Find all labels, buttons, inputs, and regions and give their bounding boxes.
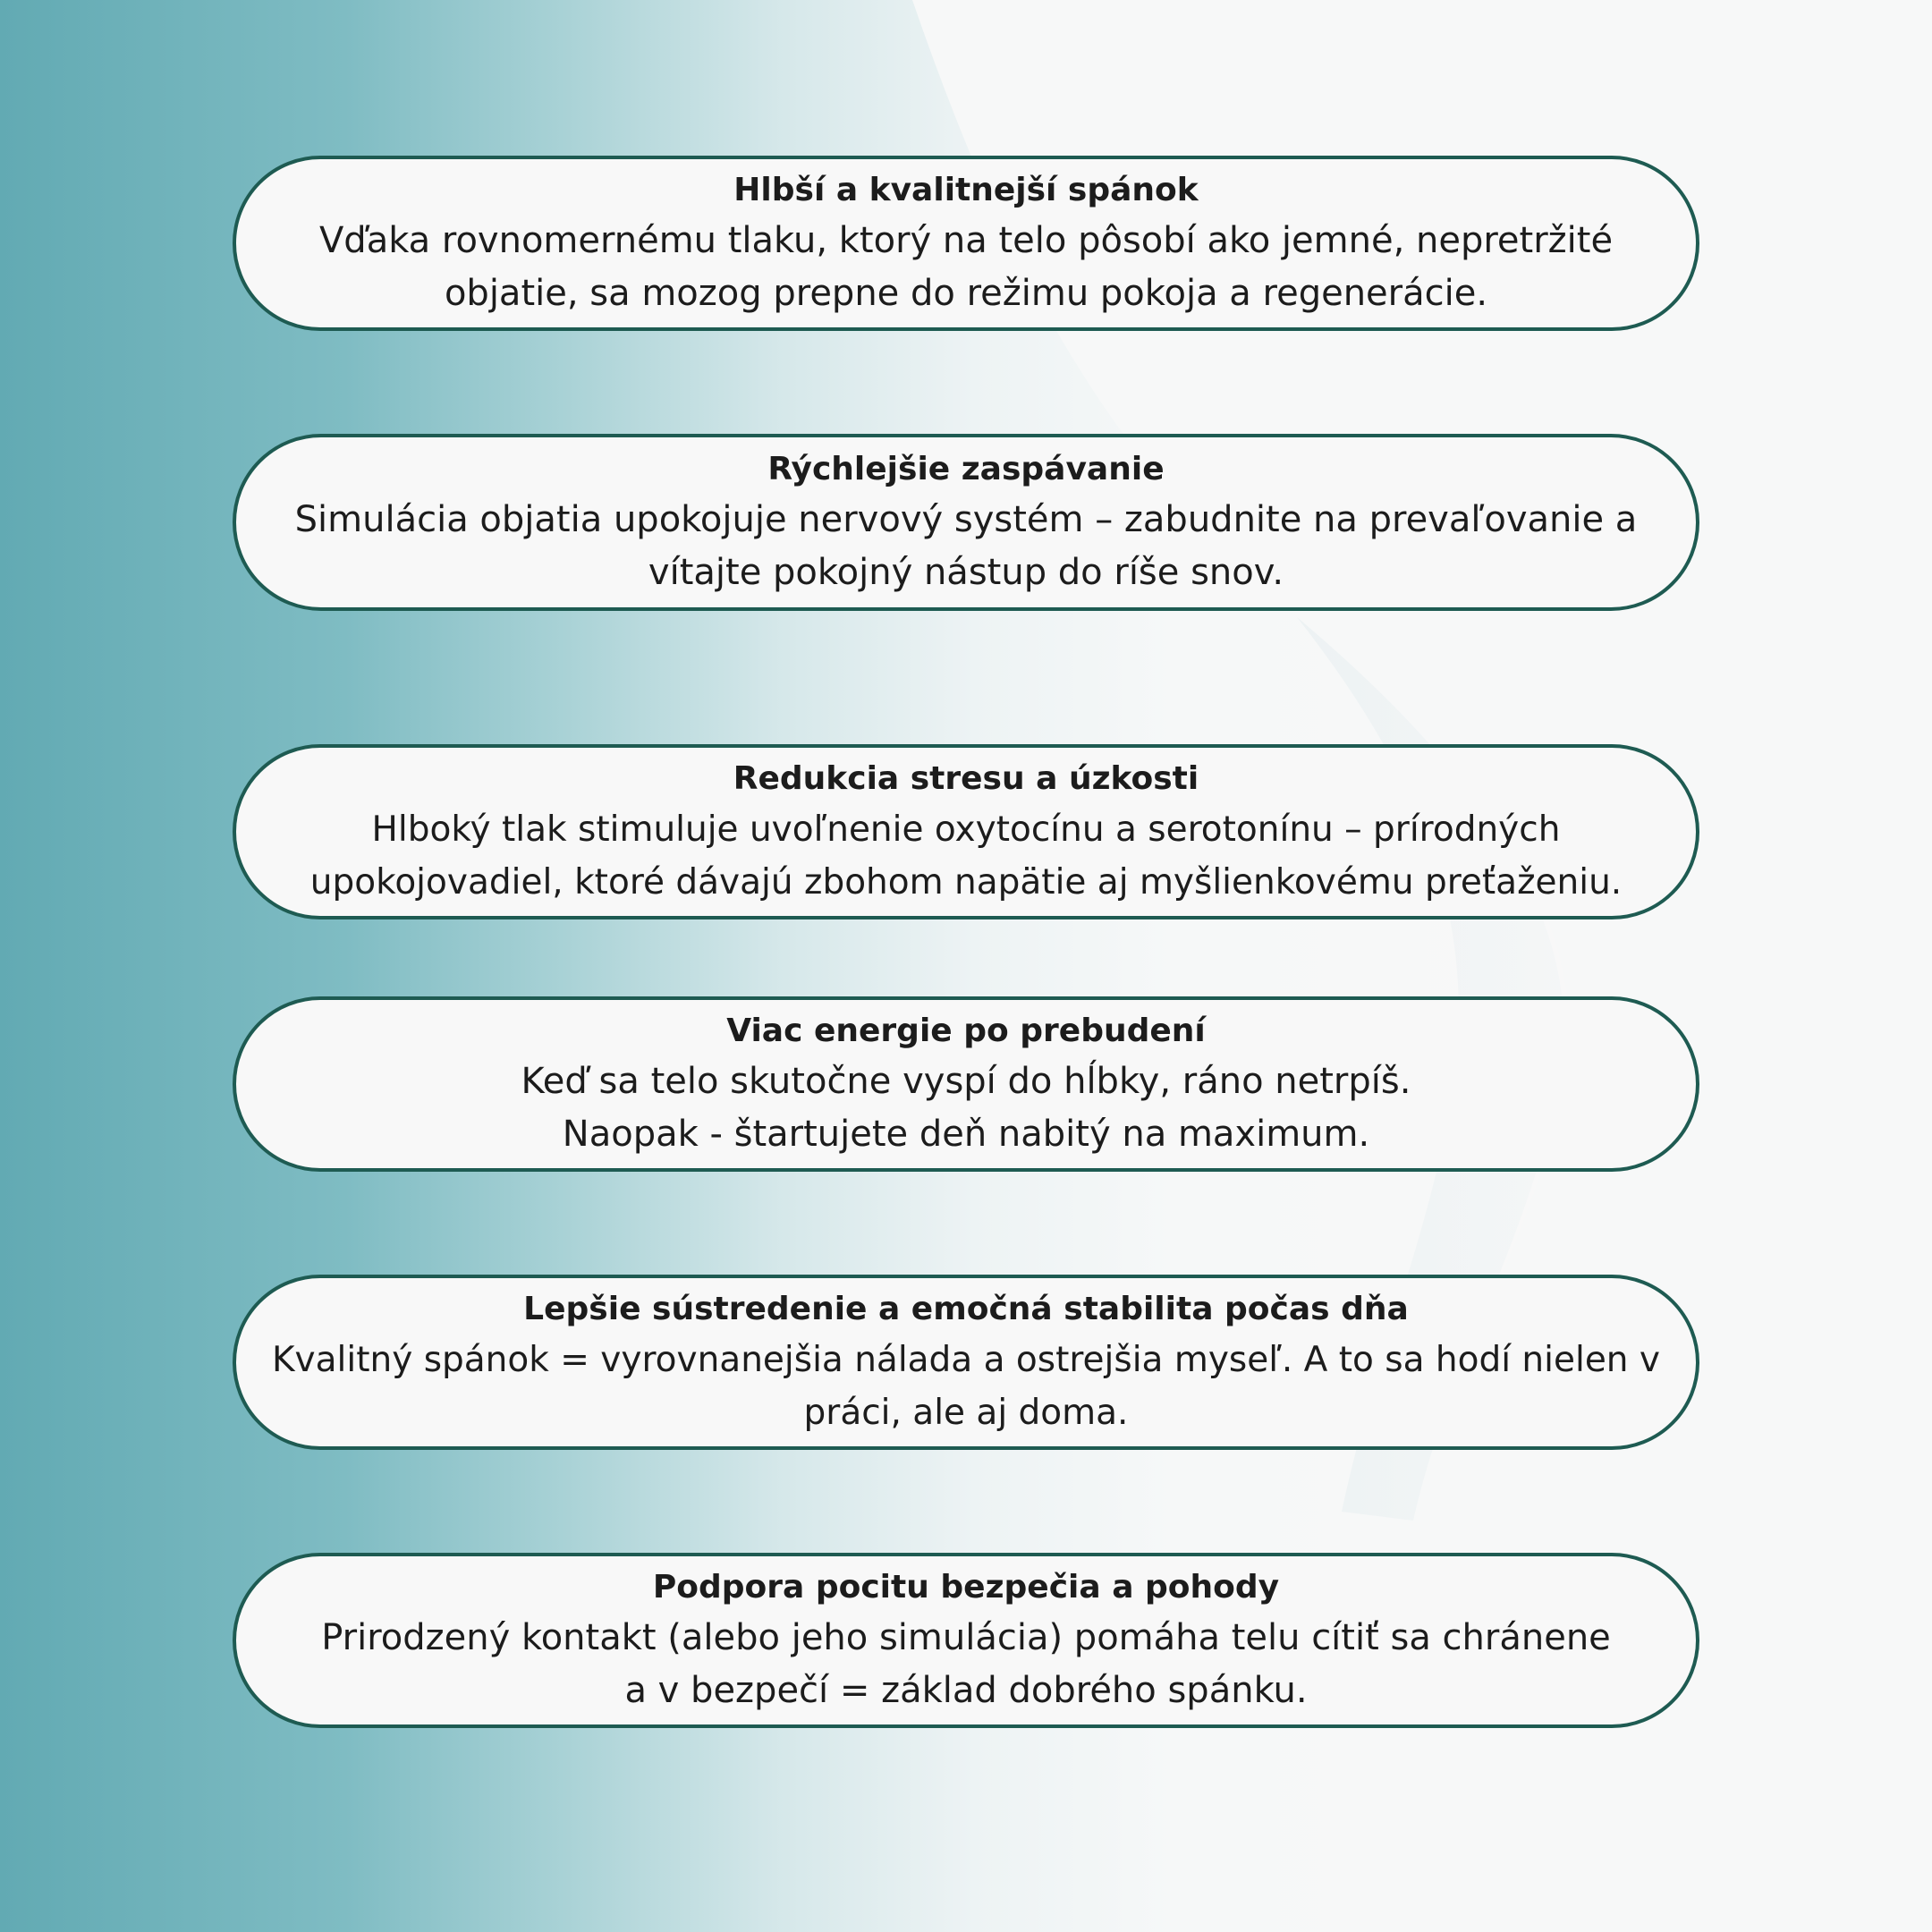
benefit-text: Simulácia objatia upokojuje nervový systém – zabudnite na prevaľovanie a vítajte pokojný nástup do ríše snov. (294, 499, 1638, 593)
benefit-title: Hlbší a kvalitnejší spánok (733, 172, 1199, 208)
benefit-title: Redukcia stresu a úzkosti (733, 760, 1199, 797)
benefit-text: Kvalitný spánok = vyrovnanejšia nálada a ostrejšia myseľ. A to sa hodí nielen v práci, ale aj doma. (271, 1340, 1661, 1433)
benefit-card-faster-falling-asleep (233, 434, 1699, 611)
benefit-title: Lepšie sústredenie a emočná stabilita počas dňa (523, 1291, 1409, 1327)
benefit-card-safety-wellbeing (233, 1553, 1699, 1728)
benefit-card-deeper-sleep (233, 156, 1699, 331)
benefit-card-better-focus (233, 1275, 1699, 1450)
benefit-text: Vďaka rovnomernému tlaku, ktorý na telo pôsobí ako jemné, nepretržité objatie, sa mozog prepne do režimu pokoja a regenerácie. (318, 220, 1614, 314)
benefit-title: Viac energie po prebudení (726, 1013, 1206, 1049)
benefit-card-more-energy (233, 996, 1699, 1172)
benefit-text: Keď sa telo skutočne vyspí do hĺbky, ráno netrpíš. Naopak - štartujete deň nabitý na maximum. (521, 1061, 1411, 1155)
benefit-text: Prirodzený kontakt (alebo jeho simulácia) pomáha telu cítiť sa chránene a v bezpečí = základ dobrého spánku. (321, 1617, 1611, 1711)
benefit-title: Rýchlejšie zaspávanie (767, 451, 1165, 487)
benefit-text: Hlboký tlak stimuluje uvoľnenie oxytocínu a serotonínu – prírodných upokojovadiel, ktoré dávajú zbohom napätie aj myšlienkovému preťaženiu. (309, 809, 1623, 902)
benefit-card-stress-reduction (233, 744, 1699, 919)
benefit-title: Podpora pocitu bezpečia a pohody (652, 1569, 1280, 1606)
